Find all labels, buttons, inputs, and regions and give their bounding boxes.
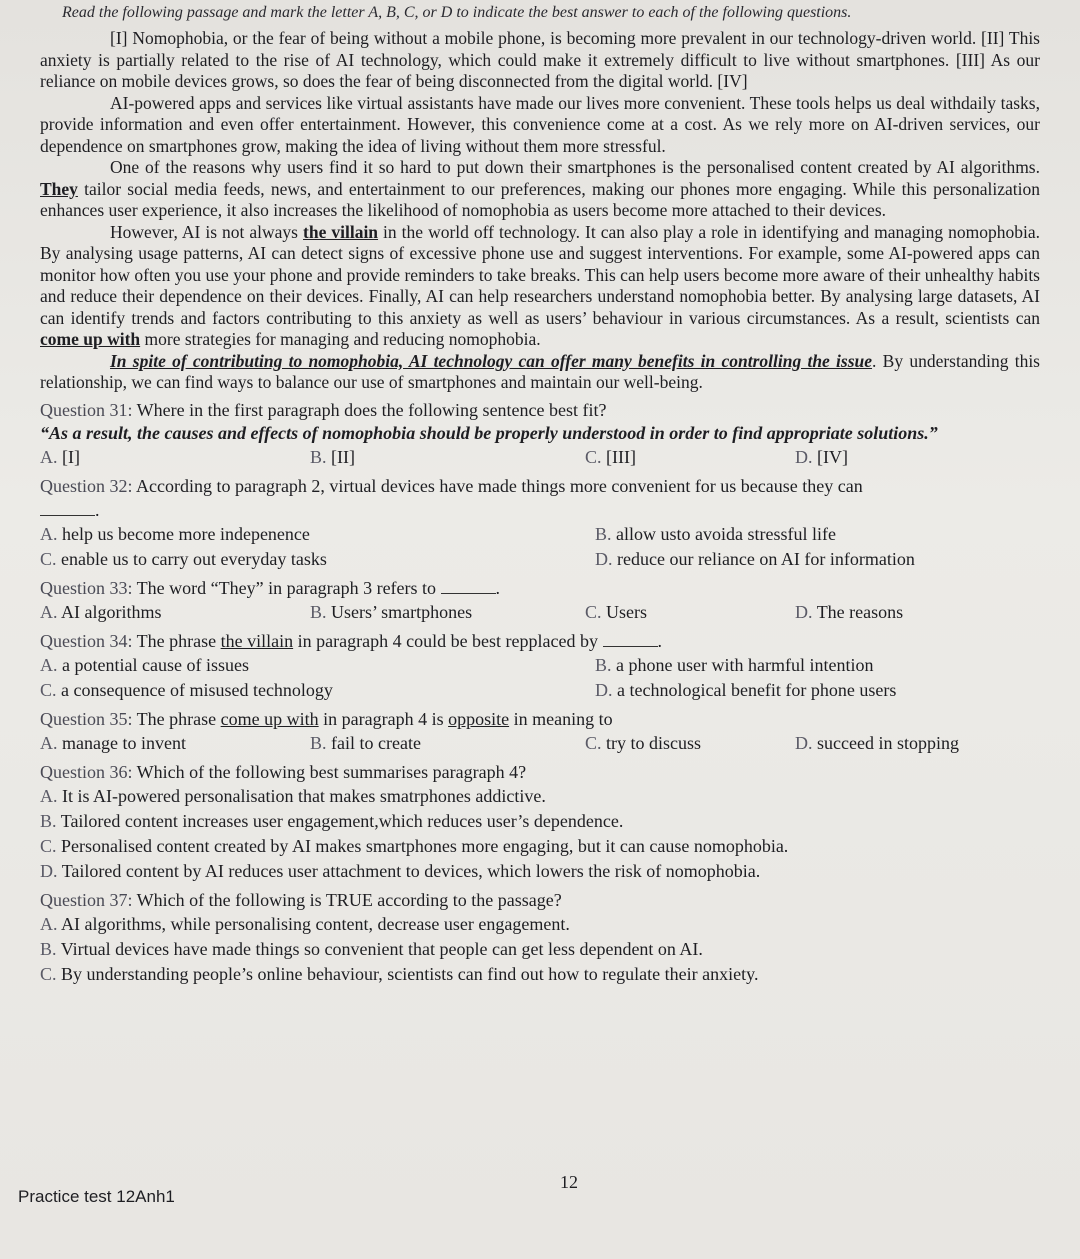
- option-d[interactable]: [595, 678, 1040, 703]
- option-letter: A.: [40, 785, 58, 806]
- option-c[interactable]: [40, 547, 595, 572]
- question-32: [40, 474, 1040, 572]
- question-36-options: [40, 784, 1040, 884]
- option-b[interactable]: [310, 445, 585, 470]
- option-text: Users’ smartphones: [331, 601, 473, 622]
- option-text: Tailored content by AI reduces user attachment to devices, which lowers the risk of nomophobia.: [61, 860, 761, 881]
- question-34-text-2: in paragraph 4 could be best repplaced by: [293, 630, 603, 651]
- question-35-text-3: in meaning to: [509, 708, 613, 729]
- question-34-text: The phrase: [132, 630, 221, 651]
- option-b[interactable]: [595, 653, 1040, 678]
- option-text: The reasons: [816, 601, 904, 622]
- question-31-options: [40, 445, 1040, 470]
- option-c[interactable]: [585, 600, 795, 625]
- option-text: Users: [606, 601, 648, 622]
- question-32-text: According to paragraph 2, virtual devices have made things more convenient for us because they can: [132, 475, 863, 496]
- question-35-label: Question 35:: [40, 708, 133, 729]
- word-they: They: [40, 178, 78, 199]
- option-letter: B.: [310, 601, 327, 622]
- question-35: [40, 707, 1040, 756]
- option-text: succeed in stopping: [817, 732, 959, 753]
- option-letter: B.: [595, 523, 612, 544]
- option-c[interactable]: [585, 445, 795, 470]
- blank-line: [441, 579, 496, 594]
- option-a[interactable]: [40, 445, 310, 470]
- question-31-prompt: [40, 398, 1040, 422]
- paragraph-3-text: One of the reasons why users find it so hard to put down their smartphones is the personalised content created by AI algorithms.: [110, 157, 1040, 177]
- option-letter: D.: [795, 732, 813, 753]
- question-37-options: [40, 912, 1040, 987]
- option-text: fail to create: [331, 732, 421, 753]
- option-d[interactable]: [795, 445, 1040, 470]
- instructions: Read the following passage and mark the letter A, B, C, or D to indicate the best answer to each of the following questions.: [62, 4, 852, 21]
- option-text: help us become more indepenence: [62, 523, 310, 544]
- paragraph-4: [40, 222, 1040, 351]
- question-33-label: Question 33:: [40, 577, 133, 598]
- option-letter: A.: [40, 523, 58, 544]
- question-35-options: [40, 731, 1040, 756]
- option-text: enable us to carry out everyday tasks: [61, 548, 327, 569]
- option-letter: D.: [595, 679, 613, 700]
- question-35-phrase: come up with: [220, 708, 319, 729]
- paragraph-4-text-3: more strategies for managing and reducing nomophobia.: [140, 329, 541, 349]
- option-letter: B.: [40, 938, 57, 959]
- paragraph-4-text-2: in the world off technology. It can also play a role in identifying and managing nomophobia. By analysing usage patterns, AI can detect signs of excessive phone use and suggest interventions. For example, some AI-powered apps can monitor how often you use your phone and provide reminders to take breaks. This can help users become more aware of their unhealthy habits and reduce their dependence on their devices. Finally, AI can help researchers understand nomophobia better. By analysing large datasets, AI can identify trends and factors contributing to this anxiety as well as users’ behaviour in various circumstances. As a result, scientists can: [40, 221, 1040, 328]
- question-35-text-2: in paragraph 4 is: [318, 708, 449, 729]
- option-letter: A.: [40, 601, 58, 622]
- option-text: Virtual devices have made things so convenient that people can get less dependent on AI.: [60, 938, 703, 959]
- question-37-text: Which of the following is TRUE according to the passage?: [132, 889, 562, 910]
- option-d[interactable]: [595, 547, 1040, 572]
- option-letter: D.: [40, 860, 58, 881]
- paragraph-1: [I] Nomophobia, or the fear of being without a mobile phone, is becoming more prevalent in our technology-driven world. [II] This anxiety is partially related to the rise of AI technology, which could make it extremely difficult to live without smartphones. [III] As our reliance on mobile devices grows, so does the fear of being disconnected from the digital world. [IV]: [40, 28, 1040, 91]
- option-letter: B.: [310, 446, 327, 467]
- option-letter: C.: [40, 963, 57, 984]
- option-text: AI algorithms, while personalising content, decrease user engagement.: [61, 913, 570, 934]
- paragraph-5: [40, 351, 1040, 394]
- blank-line: [603, 632, 658, 647]
- question-36: [40, 760, 1040, 884]
- paragraph-3: [40, 157, 1040, 222]
- question-33-options: [40, 600, 1040, 625]
- question-37-prompt: [40, 888, 1040, 912]
- question-31: [40, 398, 1040, 470]
- paragraph-4-text: However, AI is not always: [110, 221, 304, 242]
- phrase-the-villain: the villain: [303, 221, 379, 242]
- blank-line: [40, 501, 95, 516]
- paragraph-3-text-2: tailor social media feeds, news, and entertainment to our preferences, making our phones more engaging. While this personalization enhances user experience, it also increases the likelihood of nomophobia as users become more attached to their devices.: [40, 178, 1040, 220]
- option-b[interactable]: [595, 522, 1040, 547]
- option-letter: B.: [40, 810, 57, 831]
- option-d[interactable]: [795, 731, 1040, 756]
- option-text: allow usto avoida stressful life: [616, 523, 836, 544]
- option-c[interactable]: [40, 962, 1040, 987]
- option-a[interactable]: [40, 784, 1040, 809]
- option-b[interactable]: [40, 809, 1040, 834]
- option-letter: C.: [40, 679, 57, 700]
- paragraph-5-highlight: In spite of contributing to nomophobia, AI technology can offer many benefits in controlling the issue: [110, 350, 873, 371]
- question-33-prompt: Question 33: The word “They” in paragraph 3 refers to .: [40, 577, 501, 598]
- option-letter: C.: [40, 835, 57, 856]
- question-35-prompt: [40, 707, 1040, 731]
- question-35-opposite: opposite: [448, 708, 510, 729]
- option-c[interactable]: [585, 731, 795, 756]
- option-letter: A.: [40, 446, 58, 467]
- question-32-label: Question 32:: [40, 475, 133, 496]
- question-34-prompt: Question 34: The phrase the villain in paragraph 4 could be best repplaced by .: [40, 630, 663, 651]
- option-text: a consequence of misused technology: [61, 679, 333, 700]
- question-37-label: Question 37:: [40, 889, 133, 910]
- option-d[interactable]: [40, 859, 1040, 884]
- option-d[interactable]: [795, 600, 1040, 625]
- question-37: [40, 888, 1040, 987]
- option-text: try to discuss: [606, 732, 702, 753]
- question-35-text: The phrase: [132, 708, 221, 729]
- question-31-quote: “As a result, the causes and effects of nomophobia should be properly understood in order to find appropriate solutions.”: [40, 422, 938, 443]
- option-b[interactable]: [310, 600, 585, 625]
- option-text: Personalised content created by AI makes smartphones more engaging, but it can cause nomophobia.: [61, 835, 789, 856]
- paragraph-2: AI-powered apps and services like virtual assistants have made our lives more convenient. These tools helps us deal withdaily tasks, provide information and even offer entertainment. However, this convenience come at a cost. As we rely more on AI-driven services, our dependence on smartphones grow, making the idea of living without them more stressful.: [40, 92, 1040, 156]
- question-34-label: Question 34:: [40, 630, 133, 651]
- option-text: manage to invent: [62, 732, 186, 753]
- option-letter: C.: [585, 601, 602, 622]
- question-36-text: Which of the following best summarises paragraph 4?: [132, 761, 527, 782]
- option-a[interactable]: [40, 912, 1040, 937]
- question-34-options: [40, 653, 1040, 703]
- option-letter: A.: [40, 732, 58, 753]
- option-a[interactable]: [40, 731, 310, 756]
- question-32-prompt: [40, 474, 1040, 498]
- option-text: a technological benefit for phone users: [617, 679, 897, 700]
- option-letter: B.: [595, 654, 612, 675]
- paragraph-5-text: . By understanding this relationship, we can find ways to balance our use of smartphones and maintain our well-being.: [40, 350, 1040, 392]
- question-36-prompt: [40, 760, 1040, 784]
- option-text: reduce our reliance on AI for information: [617, 548, 915, 569]
- option-text: [I]: [62, 446, 80, 467]
- option-a[interactable]: [40, 522, 595, 547]
- option-letter: D.: [795, 446, 813, 467]
- option-c[interactable]: [40, 678, 595, 703]
- option-b[interactable]: [310, 731, 585, 756]
- option-text: It is AI-powered personalisation that makes smatrphones addictive.: [62, 785, 546, 806]
- question-33: [40, 576, 1040, 625]
- option-text: a phone user with harmful intention: [616, 654, 874, 675]
- option-letter: D.: [595, 548, 613, 569]
- question-34-phrase: the villain: [220, 630, 294, 651]
- option-text: Tailored content increases user engagement,which reduces user’s dependence.: [60, 810, 624, 831]
- option-b[interactable]: [40, 937, 1040, 962]
- option-text: a potential cause of issues: [62, 654, 249, 675]
- option-a[interactable]: [40, 653, 595, 678]
- option-c[interactable]: [40, 834, 1040, 859]
- question-33-text: The word “They” in paragraph 3 refers to: [132, 577, 441, 598]
- question-36-label: Question 36:: [40, 761, 133, 782]
- option-letter: C.: [585, 732, 602, 753]
- answer-blank: .: [40, 498, 1040, 522]
- phrase-come-up-with: come up with: [40, 329, 141, 349]
- footer-label: Practice test 12Anh1: [18, 1187, 175, 1206]
- option-letter: A.: [40, 654, 58, 675]
- option-a[interactable]: [40, 600, 310, 625]
- option-letter: A.: [40, 913, 58, 934]
- option-text: AI algorithms: [61, 601, 162, 622]
- option-letter: C.: [40, 548, 57, 569]
- question-31-text: Where in the first paragraph does the following sentence best fit?: [132, 399, 607, 420]
- option-text: [IV]: [817, 446, 848, 467]
- option-text: By understanding people’s online behaviour, scientists can find out how to regulate their anxiety.: [61, 963, 759, 984]
- option-letter: C.: [585, 446, 602, 467]
- page-number: 12: [560, 1172, 578, 1192]
- option-letter: B.: [310, 732, 327, 753]
- question-34: [40, 629, 1040, 703]
- option-text: [III]: [606, 446, 636, 467]
- question-31-label: Question 31:: [40, 399, 133, 420]
- option-letter: D.: [795, 601, 813, 622]
- question-32-options: [40, 522, 1040, 572]
- option-text: [II]: [331, 446, 355, 467]
